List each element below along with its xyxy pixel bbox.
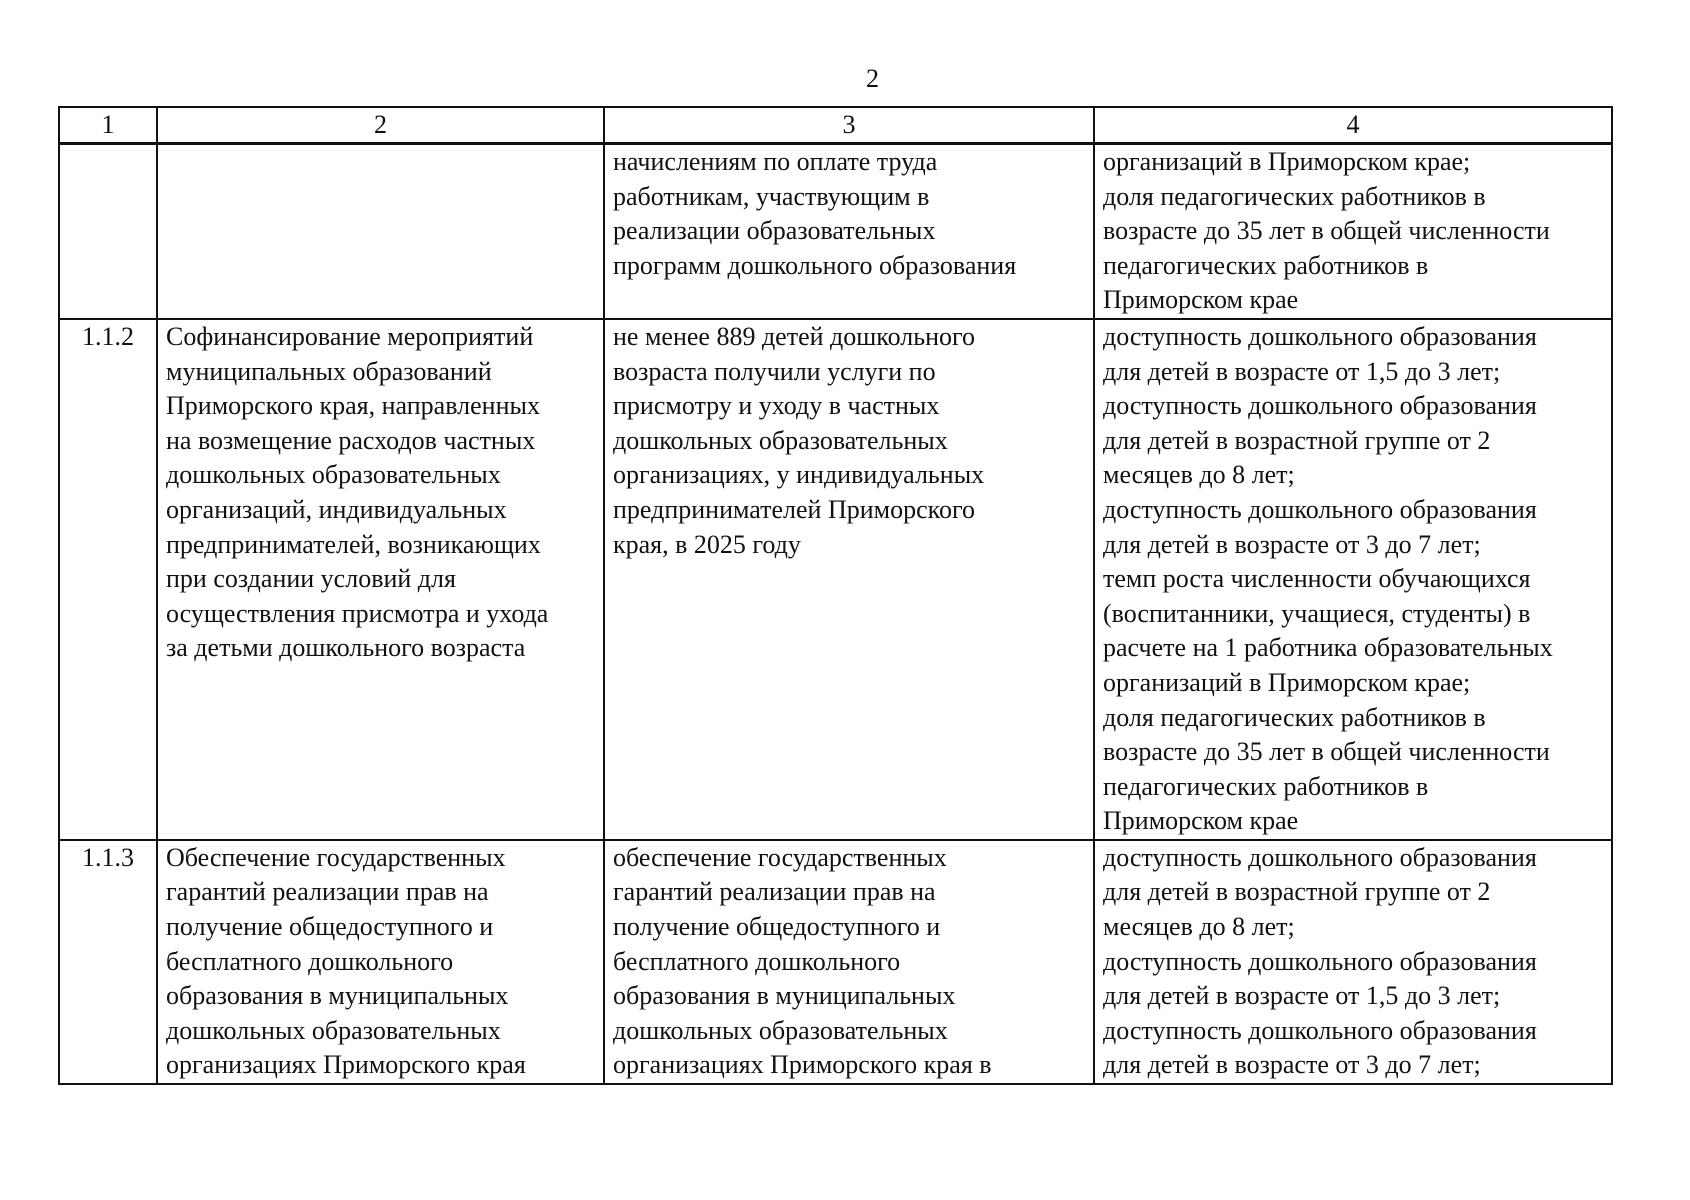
cell-text-line: организациях Приморского края в <box>613 1050 992 1080</box>
indicators-cell <box>1094 144 1612 319</box>
result-cell <box>604 144 1094 319</box>
cell-text-line: за детьми дошкольного возраста <box>166 633 526 663</box>
row-number-cell <box>59 319 157 840</box>
cell-text-line: гарантий реализации прав на <box>166 877 489 907</box>
cell-text-line: организациях, у индивидуальных <box>613 460 985 490</box>
row-number-cell <box>59 840 157 1084</box>
indicators-cell <box>1094 840 1612 1084</box>
cell-text-line: образования в муниципальных <box>613 981 956 1011</box>
cell-text-line: на возмещение расходов частных <box>166 425 536 455</box>
header-col-3: 3 <box>604 107 1094 144</box>
cell-text-line: педагогических работников в <box>1103 250 1429 280</box>
cell-text-line: возрасте до 35 лет в общей численности <box>1103 216 1550 246</box>
row-number: 1.1.3 <box>82 842 134 872</box>
cell-text-line: бесплатного дошкольного <box>613 946 901 976</box>
cell-text-line: возраста получили услуги по <box>613 356 936 386</box>
row-number-cell <box>59 144 157 319</box>
cell-text-line: доступность дошкольного образования <box>1103 321 1537 351</box>
table-header <box>59 107 1612 144</box>
cell-text-line: педагогических работников в <box>1103 771 1429 801</box>
cell-text-line: для детей в возрасте от 3 до 7 лет; <box>1103 529 1481 559</box>
cell-text-line: обеспечение государственных <box>613 842 947 872</box>
measure-cell <box>157 319 604 840</box>
cell-text-line: реализации образовательных <box>613 216 936 246</box>
cell-text-line: доля педагогических работников в <box>1103 181 1486 211</box>
cell-text-line: Приморском крае <box>1103 285 1299 315</box>
cell-text-line: Приморском крае <box>1103 806 1299 836</box>
cell-text-line: программ дошкольного образования <box>613 250 1017 280</box>
cell-text-line: возрасте до 35 лет в общей численности <box>1103 737 1550 767</box>
row-number: 1.1.2 <box>82 321 134 351</box>
cell-text-line: доступность дошкольного образования <box>1103 1015 1537 1045</box>
cell-text-line: для детей в возрасте от 3 до 7 лет; <box>1103 1050 1481 1080</box>
table-row <box>59 144 1612 319</box>
header-col-2: 2 <box>157 107 604 144</box>
cell-text-line: Софинансирование мероприятий <box>166 321 534 351</box>
header-col-4: 4 <box>1094 107 1612 144</box>
cell-text-line: доступность дошкольного образования <box>1103 494 1537 524</box>
cell-text-line: получение общедоступного и <box>166 912 494 942</box>
header-col-1: 1 <box>59 107 157 144</box>
cell-text-line: доступность дошкольного образования <box>1103 946 1537 976</box>
cell-text-line: месяцев до 8 лет; <box>1103 912 1295 942</box>
cell-text-line: для детей в возрастной группе от 2 <box>1103 877 1491 907</box>
cell-text-line: организаций в Приморском крае; <box>1103 147 1471 176</box>
cell-text-line: при создании условий для <box>166 564 456 594</box>
cell-text-line: дошкольных образовательных <box>613 425 948 455</box>
cell-text-line: дошкольных образовательных <box>166 460 501 490</box>
cell-text-line: месяцев до 8 лет; <box>1103 460 1295 490</box>
cell-text-line: для детей в возрастной группе от 2 <box>1103 425 1491 455</box>
measure-cell <box>157 840 604 1084</box>
measure-cell <box>157 144 604 319</box>
measures-table <box>58 106 1613 1085</box>
cell-text-line: для детей в возрасте от 1,5 до 3 лет; <box>1103 356 1501 386</box>
cell-text-line: не менее 889 детей дошкольного <box>613 321 976 351</box>
cell-text-line: (воспитанники, учащиеся, студенты) в <box>1103 598 1531 628</box>
cell-text-line: получение общедоступного и <box>613 912 941 942</box>
indicators-cell <box>1094 319 1612 840</box>
page-number: 2 <box>866 64 879 93</box>
table-row <box>59 319 1612 840</box>
cell-text-line: образования в муниципальных <box>166 981 509 1011</box>
cell-text-line: бесплатного дошкольного <box>166 946 454 976</box>
cell-text-line: муниципальных образований <box>166 356 492 386</box>
cell-text-line: края, в 2025 году <box>613 529 801 559</box>
header-row <box>59 107 1612 144</box>
cell-text-line: организаций в Приморском крае; <box>1103 667 1471 697</box>
table-body <box>59 144 1612 1084</box>
cell-text-line: для детей в возрасте от 1,5 до 3 лет; <box>1103 981 1501 1011</box>
cell-text-line: организаций, индивидуальных <box>166 494 507 524</box>
cell-text-line: Приморского края, направленных <box>166 391 540 421</box>
cell-text-line: доля педагогических работников в <box>1103 702 1486 732</box>
cell-text-line: доступность дошкольного образования <box>1103 842 1537 872</box>
cell-text-line: дошкольных образовательных <box>613 1015 948 1045</box>
result-cell <box>604 319 1094 840</box>
cell-text-line: расчете на 1 работника образовательных <box>1103 633 1553 663</box>
cell-text-line: работникам, участвующим в <box>613 181 930 211</box>
cell-text-line: дошкольных образовательных <box>166 1015 501 1045</box>
cell-text-line: доступность дошкольного образования <box>1103 391 1537 421</box>
cell-text-line: осуществления присмотра и ухода <box>166 598 549 628</box>
cell-text-line: Обеспечение государственных <box>166 842 506 872</box>
cell-text-line: темп роста численности обучающихся <box>1103 564 1531 594</box>
cell-text-line: предпринимателей Приморского <box>613 494 975 524</box>
table-row <box>59 840 1612 1084</box>
result-cell <box>604 840 1094 1084</box>
cell-text-line: организациях Приморского края <box>166 1050 526 1080</box>
cell-text-line: начислениям по оплате труда <box>613 147 938 176</box>
cell-text-line: гарантий реализации прав на <box>613 877 936 907</box>
cell-text-line: присмотру и уходу в частных <box>613 391 940 421</box>
cell-text-line: предпринимателей, возникающих <box>166 529 541 559</box>
